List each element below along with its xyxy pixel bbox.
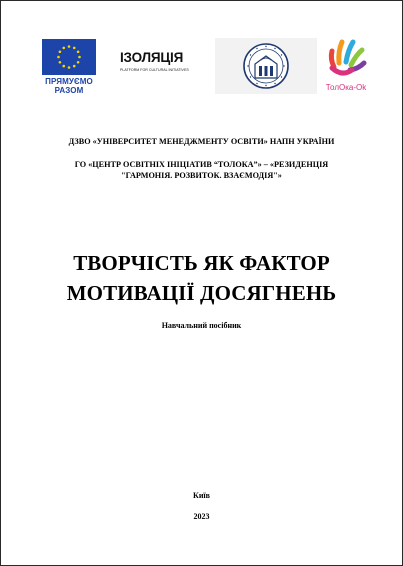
organization-2-line-1: ГО «ЦЕНТР ОСВІТНІХ ІНІЦІАТИВ “ТОЛОКА”» – «РЕЗИДЕНЦІЯ bbox=[74, 160, 329, 169]
document-title bbox=[20, 248, 383, 308]
izolyatsia-wordmark: ІЗОЛЯЦІЯ bbox=[120, 50, 184, 65]
izolyatsia-tagline: PLATFORM FOR CULTURAL INITIATIVES bbox=[120, 68, 189, 72]
eu-caption-line-2: РАЗОМ bbox=[54, 86, 84, 95]
organization-2-line-2: "ГАРМОНІЯ. РОЗВИТОК. ВЗАЄМОДІЯ"» bbox=[121, 171, 282, 180]
colorful-hand-icon bbox=[320, 37, 372, 83]
eu-logo bbox=[42, 39, 96, 99]
izolyatsia-logo bbox=[120, 50, 194, 76]
organization-2 bbox=[20, 159, 383, 181]
eu-caption bbox=[42, 77, 96, 95]
university-crest-icon bbox=[215, 38, 317, 94]
title-line-2: МОТИВАЦІЇ ДОСЯГНЕНЬ bbox=[66, 281, 337, 305]
eu-caption-line-1: ПРЯМУЄМО bbox=[45, 77, 93, 86]
organization-1: ДЗВО «УНІВЕРСИТЕТ МЕНЕДЖМЕНТУ ОСВІТИ» НАПН УКРАЇНИ bbox=[68, 137, 335, 146]
eu-flag-icon bbox=[42, 39, 96, 75]
publication-city: Київ bbox=[193, 491, 210, 500]
logo-row bbox=[0, 36, 403, 96]
publication-year: 2023 bbox=[193, 512, 210, 521]
title-line-1: ТВОРЧІСТЬ ЯК ФАКТОР bbox=[73, 251, 330, 275]
toloka-text: ТолОка-Ok bbox=[325, 83, 367, 92]
toloka-logo bbox=[320, 37, 372, 97]
university-logo bbox=[215, 38, 317, 94]
document-subtitle: Навчальний посібник bbox=[161, 321, 242, 330]
